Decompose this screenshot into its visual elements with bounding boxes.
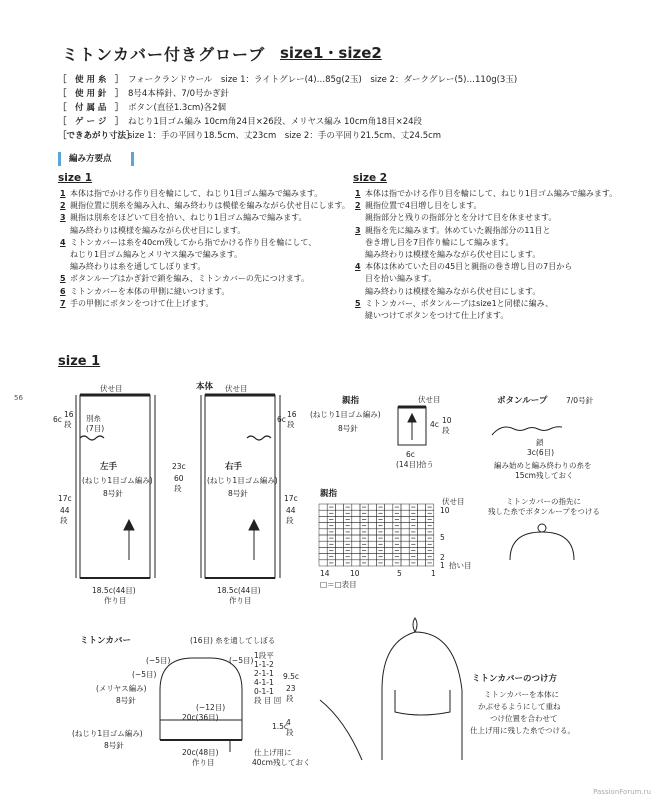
chart-cell	[385, 554, 393, 560]
chart-cell	[335, 510, 343, 516]
chart-cell	[385, 510, 393, 516]
cover-top-note: (16目) 糸を通してしぼる	[190, 636, 276, 645]
dim-16-right: 16	[287, 410, 297, 419]
step-text: 編み終わりは模様を編みながら伏せ目にします。	[365, 286, 541, 296]
chart-cell	[319, 541, 327, 547]
chart-cell	[352, 547, 360, 553]
dim-44-left: 44	[60, 506, 70, 515]
cover-minus12: (−12目)	[196, 703, 226, 712]
chart-title: 親指	[320, 489, 338, 499]
chart-cell	[335, 504, 343, 510]
cover-minus5-left2: (−5目)	[132, 670, 157, 679]
step-text: 本体は指でかける作り目を輪にして、ねじり1目ゴム編みで編みます。	[70, 189, 323, 198]
chart-cell	[368, 547, 376, 553]
cover-row-5: 0-1-1	[254, 687, 274, 696]
diagram-size-label: size 1	[58, 354, 101, 369]
chart-cell	[385, 560, 393, 566]
step-number: 1	[60, 189, 66, 198]
thumb-10: 10	[442, 416, 452, 425]
cover-9-5c: 9.5c	[283, 672, 300, 681]
step-text: ミトンカバーを本体の甲側に縫いつけます。	[70, 286, 230, 296]
chart-cell	[385, 535, 393, 541]
dim-dan-right2: 段	[286, 516, 294, 525]
step-text: 本体は休めていた目の45目と親指の巻き増し目の7目から	[365, 262, 573, 272]
cover-23: 23	[286, 684, 296, 693]
chart-cell	[417, 535, 425, 541]
dim-dan-right: 段	[287, 420, 295, 429]
chart-cell	[352, 554, 360, 560]
step-text: ミトンカバーは糸を40cm残してから指でかける作り目を輪にして、	[70, 237, 317, 247]
left-betsuito: 別糸	[86, 414, 101, 423]
step-text: 編み終わりは糸を通してしぼります。	[70, 262, 206, 272]
chart-cell	[319, 529, 327, 535]
cover-meriyasu: (メリヤス編み)	[96, 684, 147, 693]
right-body-outline	[205, 395, 275, 578]
step-text: 編み終わりは模様を編みながら伏せ目にします。	[70, 225, 246, 235]
spec-value: フォークランドウール size 1：ライトグレー(4)…85g(2玉) size 2：ダークグレー(5)…110g(3玉)	[128, 75, 518, 85]
chart-cell	[401, 560, 409, 566]
step-number: 7	[60, 298, 66, 308]
dim-44-right: 44	[286, 506, 296, 515]
chart-cell	[352, 516, 360, 522]
chart-cell	[335, 516, 343, 522]
chart-cell	[352, 510, 360, 516]
spec-label: ［ 付 属 品 ］	[58, 103, 124, 113]
chart-cell	[352, 535, 360, 541]
left-fuseme: 伏せ目	[100, 384, 123, 393]
cover-dan-23: 段	[286, 694, 294, 703]
dim-16-left: 16	[64, 410, 74, 419]
step-text: ボタンループはかぎ針で鎖を編み、ミトンカバーの先につけます。	[70, 274, 310, 284]
dim-6c-right: 6c	[277, 415, 286, 424]
chart-row10: 10	[440, 506, 450, 515]
right-tsukurime: 作り目	[229, 596, 252, 605]
chart-cell	[335, 547, 343, 553]
chart-cell	[385, 504, 393, 510]
step-text: 編み終わりは模様を編みながら伏せ目にします。	[365, 250, 541, 259]
chart-legend: □＝□表目	[320, 580, 357, 589]
kusari-label: 鎖	[536, 438, 544, 447]
chart-col10: 10	[350, 569, 360, 578]
chart-cell	[335, 560, 343, 566]
chart-cell	[417, 560, 425, 566]
spec-label: ［ 使 用 針 ］	[58, 89, 124, 99]
dim-dan-left: 段	[64, 420, 72, 429]
chart-col1: 1	[431, 569, 436, 578]
chart-cell	[401, 529, 409, 535]
chart-cell	[417, 516, 425, 522]
thumb-title: 親指	[342, 396, 360, 406]
step-text: 目を拾い編みます。	[365, 274, 437, 284]
step-number: 4	[60, 237, 66, 247]
chart-cell	[319, 554, 327, 560]
chart-cell	[368, 516, 376, 522]
chart-cell	[335, 554, 343, 560]
tip-note-1: ミトンカバーの指先に	[506, 497, 581, 506]
chart-cell	[368, 535, 376, 541]
right-fuseme: 伏せ目	[225, 384, 248, 393]
attach-title: ミトンカバーのつけ方	[472, 674, 558, 684]
thumb-needle: 8号針	[338, 424, 358, 433]
chart-cell	[417, 547, 425, 553]
dim-6c-left: 6c	[53, 415, 62, 424]
chart-cell	[335, 523, 343, 529]
dim-23c: 23c	[172, 462, 186, 471]
chart-cell	[401, 535, 409, 541]
chart-col14: 14	[320, 569, 330, 578]
chart-row1: 1	[440, 561, 445, 570]
step-text: 本体は指でかける作り目を輪にして、ねじり1目ゴム編みで編みます。	[365, 189, 618, 198]
step-number: 4	[355, 262, 361, 272]
dim-dan-left2: 段	[60, 516, 68, 525]
attach-line-3: つけ位置を合わせて	[490, 714, 558, 723]
right-hand-label: 右手	[225, 462, 243, 472]
left-pattern: (ねじり1目ゴム編み)	[82, 476, 153, 485]
chart-cell	[417, 504, 425, 510]
chart-cell	[352, 504, 360, 510]
step-text: ねじり1目ゴム編みとメリヤス編みで編みます。	[70, 250, 243, 259]
body-title: 本体	[196, 382, 214, 392]
chart-cell	[368, 510, 376, 516]
size1-header: size 1	[58, 172, 93, 184]
watermark-footer: PassionForum.ru	[593, 788, 651, 796]
chart-cell	[385, 541, 393, 547]
attach-line-2: かぶせるようにして重ね	[478, 702, 561, 711]
chart-cell	[368, 554, 376, 560]
cover-minus5-right: (−5目)	[229, 656, 254, 665]
button-loop-needle: 7/0号針	[566, 396, 594, 405]
step-text: 親指部分と残りの指部分とを分けて目を休ませます。	[365, 213, 557, 223]
chart-cell	[319, 510, 327, 516]
step-number: 2	[60, 201, 66, 211]
dim-dan-mid: 段	[174, 484, 182, 493]
chart-cell	[385, 523, 393, 529]
thumb-dan: 段	[442, 426, 450, 435]
chart-cell	[352, 529, 360, 535]
spec-value: 8号4本棒針、7/0号かぎ針	[128, 89, 229, 99]
cover-title: ミトンカバー	[80, 636, 132, 646]
page-number: 56	[14, 394, 23, 402]
chart-cell	[401, 547, 409, 553]
spec-label: ［ ゲ ー ジ ］	[58, 117, 124, 127]
size2-header: size 2	[353, 172, 388, 184]
thumb-6c: 6c	[406, 450, 415, 459]
chart-cell	[319, 523, 327, 529]
chart-cell	[319, 560, 327, 566]
chart-cell	[417, 541, 425, 547]
chart-cell	[401, 510, 409, 516]
chart-cell	[352, 560, 360, 566]
chart-cell	[352, 523, 360, 529]
attach-line-1: ミトンカバーを本体に	[484, 690, 559, 699]
thumb-chart-grid	[318, 503, 438, 569]
left-tsukurime: 作り目	[104, 596, 127, 605]
spec-value: size 1：手の平回り18.5cm、丈23cm size 2：手の平回り21.5cm、丈24.5cm	[128, 131, 442, 141]
dim-17c-right: 17c	[284, 494, 298, 503]
step-number: 2	[355, 201, 361, 211]
cover-1-5c: 1.5c	[272, 722, 289, 731]
chart-cell	[417, 523, 425, 529]
chart-cell	[319, 504, 327, 510]
right-pattern: (ねじり1目ゴム編み)	[207, 476, 278, 485]
chart-cell	[417, 529, 425, 535]
dim-17c-left: 17c	[58, 494, 72, 503]
chart-cell	[368, 541, 376, 547]
chart-cell	[385, 516, 393, 522]
step-text: 親指位置で4目増し目をします。	[365, 201, 482, 211]
chart-cell	[417, 510, 425, 516]
cover-nejiri: (ねじり1目ゴム編み)	[72, 729, 143, 738]
thumb-fuseme: 伏せ目	[418, 395, 441, 404]
chart-cell	[401, 516, 409, 522]
step-number: 3	[60, 213, 66, 223]
chart-cell	[401, 541, 409, 547]
page-title: ミトンカバー付きグローブ	[62, 45, 266, 64]
cover-dan-4: 段	[286, 728, 294, 737]
cover-20c48: 20c(48目)	[182, 748, 219, 757]
chart-fuseme: 伏せ目	[442, 497, 465, 506]
cover-row-4: 4-1-1	[254, 678, 274, 687]
chart-cell	[319, 547, 327, 553]
step-number: 1	[355, 189, 361, 198]
step-text: 親指を先に編みます。休めていた親指部分の11目と	[365, 225, 551, 235]
left-bottom-width: 18.5c(44目)	[92, 586, 136, 595]
chart-cell	[385, 547, 393, 553]
attach-line-4: 仕上げ用に残した糸でつける。	[470, 726, 575, 735]
cover-20c36: 20c(36目)	[182, 713, 219, 722]
chart-cell	[319, 535, 327, 541]
chart-cell	[335, 541, 343, 547]
loop-note-2: 15cm残しておく	[515, 471, 574, 480]
step-text: 親指位置に別糸を編み入れ、編み終わりは模様を編みながら伏せ目にします。	[70, 201, 350, 211]
cover-minus5-left: (−5目)	[146, 656, 171, 665]
cover-row-6: 段 目 回	[254, 696, 282, 705]
cover-tsukurime: 作り目	[192, 758, 215, 767]
howto-title: 編み方要点	[58, 152, 134, 166]
cover-4: 4	[286, 718, 291, 727]
chart-cell	[368, 504, 376, 510]
chart-cell	[401, 523, 409, 529]
chart-cell	[319, 516, 327, 522]
left-betsuito-sub: (7目)	[86, 424, 105, 433]
step-number: 5	[60, 274, 66, 284]
cover-row-2: 1-1-2	[254, 660, 274, 669]
chart-col5: 5	[397, 569, 402, 578]
step-text: 手の甲側にボタンをつけて仕上げます。	[70, 298, 214, 308]
chart-cell	[417, 554, 425, 560]
chart-cell	[335, 529, 343, 535]
cover-row-1: 1段平	[254, 651, 274, 660]
button-loop-title: ボタンループ	[497, 396, 548, 406]
chart-cell	[368, 523, 376, 529]
chart-row2: 2	[440, 553, 445, 562]
cover-row-3: 2-1-1	[254, 669, 274, 678]
chart-cell	[335, 535, 343, 541]
left-needle: 8号針	[103, 489, 123, 498]
loop-note-1: 編み始めと編み終わりの糸を	[494, 461, 592, 470]
spec-value: ボタン(直径1.3cm)各2個	[128, 103, 227, 113]
kusari-length: 3c(6目)	[527, 448, 555, 457]
step-number: 6	[60, 286, 66, 296]
chart-cell	[401, 554, 409, 560]
right-needle: 8号針	[228, 489, 248, 498]
cover-needle-2: 8号針	[104, 741, 124, 750]
cover-needle-1: 8号針	[116, 696, 136, 705]
step-text: 縫いつけてボタンをつけて仕上げます。	[365, 311, 509, 320]
thumb-pattern: (ねじり1目ゴム編み)	[310, 410, 381, 419]
chart-cell	[385, 529, 393, 535]
chart-cell	[368, 560, 376, 566]
dim-60: 60	[174, 474, 184, 483]
chart-cell	[368, 529, 376, 535]
tip-note-2: 残した糸でボタンループをつける	[488, 507, 600, 516]
step-text: 巻き増し目を7目作り輪にして編みます。	[365, 237, 514, 247]
spec-label: ［できあがり寸法］	[58, 131, 135, 141]
chart-cell	[352, 541, 360, 547]
thumb-4c: 4c	[430, 420, 439, 429]
chart-row5: 5	[440, 533, 445, 542]
thumb-14: (14目)拾う	[396, 460, 434, 469]
step-number: 3	[355, 225, 361, 235]
cover-finish-2: 40cm残しておく	[252, 758, 311, 767]
chart-cell	[401, 504, 409, 510]
left-hand-label: 左手	[100, 462, 118, 472]
cover-finish-1: 仕上げ用に	[254, 748, 292, 757]
chart-hiroime: 拾い目	[449, 561, 472, 570]
spec-label: ［ 使 用 糸 ］	[58, 75, 124, 85]
step-text: 親指は別糸をほどいて目を拾い、ねじり1目ゴム編みで編みます。	[70, 213, 307, 223]
spec-value: ねじり1目ゴム編み 10cm角24目×26段、メリヤス編み 10cm角18目×24段	[128, 117, 423, 127]
right-bottom-width: 18.5c(44目)	[217, 586, 261, 595]
title-sizes: size1・size2	[280, 44, 382, 62]
step-text: ミトンカバー、ボタンループはsize1と同様に編み、	[365, 298, 554, 308]
step-number: 5	[355, 298, 361, 308]
